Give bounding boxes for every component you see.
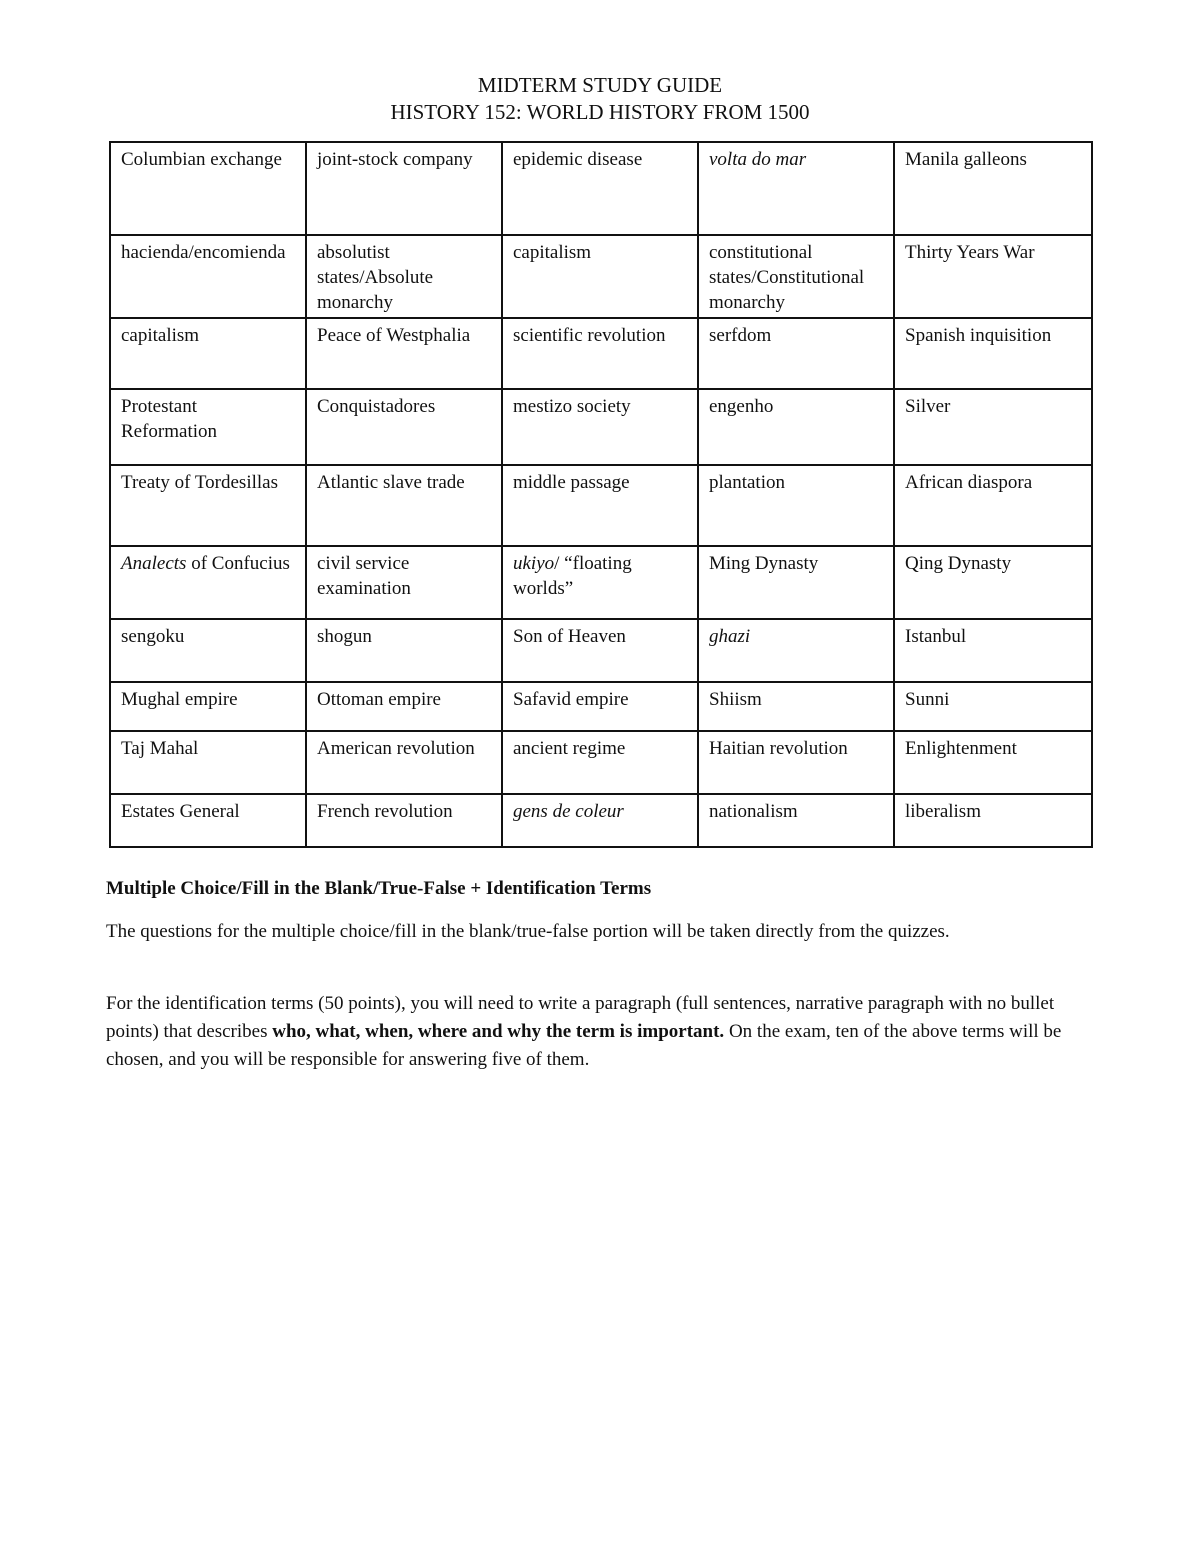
term-cell <box>306 619 502 682</box>
term-text: epidemic disease <box>513 149 643 170</box>
term-text: joint-stock company <box>317 149 473 170</box>
term-cell <box>698 465 894 546</box>
term-cell <box>502 235 698 318</box>
term-text: Analects <box>121 553 187 574</box>
term-text: Enlightenment <box>905 738 1017 759</box>
term-text: ancient regime <box>513 738 626 759</box>
term-text: engenho <box>709 396 774 417</box>
term-cell <box>306 318 502 389</box>
table-row <box>110 142 1092 235</box>
term-cell <box>306 465 502 546</box>
term-cell <box>110 318 306 389</box>
term-text: nationalism <box>709 801 798 822</box>
terms-table <box>109 141 1093 848</box>
term-cell <box>894 546 1092 619</box>
term-cell <box>698 794 894 847</box>
term-text: civil service examination <box>317 553 411 599</box>
para2-end-text: On the exam, ten of the above terms will be chosen, and you will be responsible for answering five of them. <box>106 1021 1062 1070</box>
term-cell <box>502 465 698 546</box>
table-row <box>110 546 1092 619</box>
term-text: hacienda/encomienda <box>121 242 286 263</box>
term-text: sengoku <box>121 626 185 647</box>
term-text: of Confucius <box>186 553 290 574</box>
term-cell <box>110 794 306 847</box>
term-cell <box>502 731 698 794</box>
term-text: Columbian exchange <box>121 149 282 170</box>
term-text: Ottoman empire <box>317 689 441 710</box>
term-cell <box>894 682 1092 731</box>
term-text: middle passage <box>513 472 630 493</box>
term-text: Thirty Years War <box>905 242 1035 263</box>
term-text: / “floating worlds” <box>513 553 632 599</box>
term-cell <box>306 731 502 794</box>
term-text: Manila galleons <box>905 149 1027 170</box>
table-row <box>110 318 1092 389</box>
term-cell <box>698 731 894 794</box>
term-cell <box>894 619 1092 682</box>
para2-bold-text: who, what, when, where and why the term is important. <box>272 1021 725 1042</box>
term-cell <box>110 142 306 235</box>
term-text: capitalism <box>513 242 592 263</box>
term-cell <box>502 794 698 847</box>
term-text: scientific revolution <box>513 325 666 346</box>
term-cell <box>894 731 1092 794</box>
term-text: American revolution <box>317 738 475 759</box>
term-text: Peace of Westphalia <box>317 325 471 346</box>
term-text: shogun <box>317 626 372 647</box>
term-text: volta do mar <box>709 149 807 170</box>
term-cell <box>698 318 894 389</box>
term-cell <box>306 682 502 731</box>
term-cell <box>894 794 1092 847</box>
term-cell <box>306 389 502 465</box>
document-title <box>0 72 1200 126</box>
term-text: Conquistadores <box>317 396 436 417</box>
term-cell <box>698 142 894 235</box>
term-text: Shiism <box>709 689 762 710</box>
terms-table-body <box>110 142 1092 847</box>
term-text: Taj Mahal <box>121 738 199 759</box>
term-cell <box>502 389 698 465</box>
term-cell <box>110 619 306 682</box>
table-row <box>110 682 1092 731</box>
term-cell <box>306 235 502 318</box>
identification-terms-paragraph <box>106 990 1091 1074</box>
term-text: ukiyo <box>513 553 555 574</box>
term-text: Protestant Reformation <box>121 396 218 442</box>
term-cell <box>698 619 894 682</box>
term-text: Safavid empire <box>513 689 629 710</box>
term-cell <box>894 389 1092 465</box>
term-text: Treaty of Tordesillas <box>121 472 278 493</box>
term-text: capitalism <box>121 325 200 346</box>
term-cell <box>306 142 502 235</box>
term-cell <box>698 682 894 731</box>
term-text: Silver <box>905 396 951 417</box>
term-text: Ming Dynasty <box>709 553 819 574</box>
table-row <box>110 731 1092 794</box>
term-text: Estates General <box>121 801 240 822</box>
term-cell <box>502 318 698 389</box>
term-text: Istanbul <box>905 626 967 647</box>
term-text: liberalism <box>905 801 981 822</box>
term-cell <box>306 546 502 619</box>
quiz-instructions-paragraph: The questions for the multiple choice/fill in the blank/true-false portion will be taken directly from the quizzes. <box>106 921 950 942</box>
term-cell <box>502 142 698 235</box>
table-row <box>110 389 1092 465</box>
table-row <box>110 235 1092 318</box>
term-cell <box>110 682 306 731</box>
term-text: Son of Heaven <box>513 626 626 647</box>
title-line-1: MIDTERM STUDY GUIDE <box>477 73 723 97</box>
term-text: constitutional states/Constitutional monarchy <box>709 242 865 313</box>
term-text: African diaspora <box>905 472 1033 493</box>
para2-start-text: For the identification terms (50 points), you will need to write a paragraph (full sentences, narrative paragraph with no bullet points) that describes <box>106 993 1055 1042</box>
term-text: absolutist states/Absolute monarchy <box>317 242 434 313</box>
section-heading: Multiple Choice/Fill in the Blank/True-False + Identification Terms <box>106 878 652 899</box>
term-cell <box>698 546 894 619</box>
term-text: Atlantic slave trade <box>317 472 465 493</box>
term-text: serfdom <box>709 325 772 346</box>
term-cell <box>894 318 1092 389</box>
term-cell <box>894 142 1092 235</box>
term-cell <box>110 465 306 546</box>
term-text: Spanish inquisition <box>905 325 1052 346</box>
term-text: ghazi <box>709 626 751 647</box>
term-cell <box>502 682 698 731</box>
term-text: mestizo society <box>513 396 631 417</box>
term-cell <box>110 235 306 318</box>
term-cell <box>306 794 502 847</box>
term-cell <box>698 389 894 465</box>
term-cell <box>698 235 894 318</box>
term-cell <box>110 731 306 794</box>
term-cell <box>894 235 1092 318</box>
table-row <box>110 465 1092 546</box>
term-text: Sunni <box>905 689 950 710</box>
term-text: Haitian revolution <box>709 738 848 759</box>
title-line-2: HISTORY 152: WORLD HISTORY FROM 1500 <box>390 100 810 124</box>
term-cell <box>110 546 306 619</box>
term-cell <box>502 546 698 619</box>
term-text: Qing Dynasty <box>905 553 1012 574</box>
term-text: plantation <box>709 472 785 493</box>
term-text: Mughal empire <box>121 689 238 710</box>
term-cell <box>110 389 306 465</box>
table-row <box>110 794 1092 847</box>
term-text: French revolution <box>317 801 453 822</box>
term-cell <box>894 465 1092 546</box>
table-row <box>110 619 1092 682</box>
term-cell <box>502 619 698 682</box>
term-text: gens de coleur <box>513 801 624 822</box>
